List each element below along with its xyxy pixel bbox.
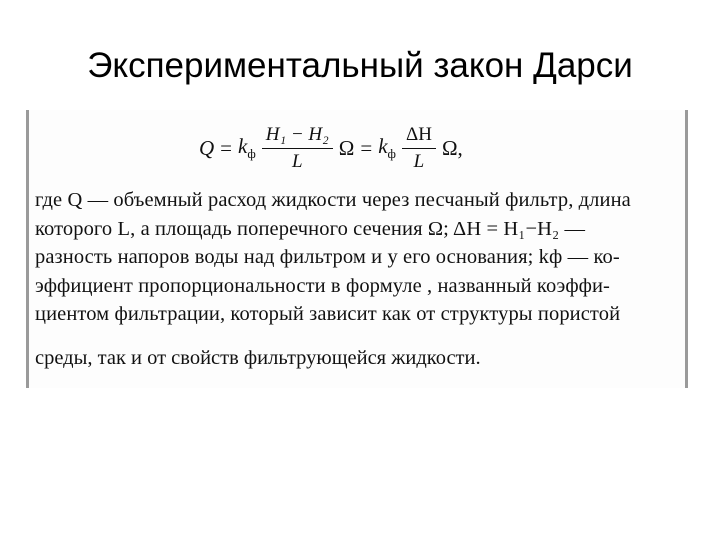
formula-fraction-2 [402, 124, 436, 173]
text-line: циентом фильтрации, который зависит как от структуры пористой [35, 303, 621, 325]
formula-fraction-1 [262, 124, 333, 173]
formula-numerator-1: H₁ − H₂ [262, 124, 333, 149]
text-line: эффициент пропорциональности в формуле , названный коэффи- [35, 274, 610, 297]
formula-k2: $k_ф$ [378, 133, 396, 162]
scanned-text-block [26, 110, 688, 388]
text-last-line: среды, так и от свойств фильтрующейся жидкости. [35, 347, 481, 369]
formula-denominator-1: L [291, 150, 303, 172]
formula-numerator-2: ΔH [402, 124, 436, 149]
text-line: где Q — объемный расход жидкости через песчаный фильтр, длина [35, 189, 631, 211]
formula-k2-subscript: ф [387, 146, 396, 162]
formula-equals-1: = [220, 135, 233, 160]
formula-k: $k_ф$ [238, 133, 256, 162]
slide-title: Экспериментальный закон Дарси [87, 46, 633, 85]
darcy-formula [199, 118, 463, 178]
formula-equals-2: = [360, 135, 373, 160]
formula-q: Q [199, 135, 215, 160]
formula-denominator-2: L [413, 150, 425, 172]
formula-omega-1: Ω [338, 135, 355, 160]
text-line: разность напоров воды над фильтром и у его основания; kф — ко- [35, 246, 620, 268]
explanation-paragraph [35, 186, 683, 329]
formula-k-subscript: ф [247, 146, 256, 162]
text-line: которого L, а площадь поперечного сечения Ω; ΔH = H₁−H₂ — [35, 217, 586, 240]
formula-omega-2: Ω, [441, 135, 463, 160]
